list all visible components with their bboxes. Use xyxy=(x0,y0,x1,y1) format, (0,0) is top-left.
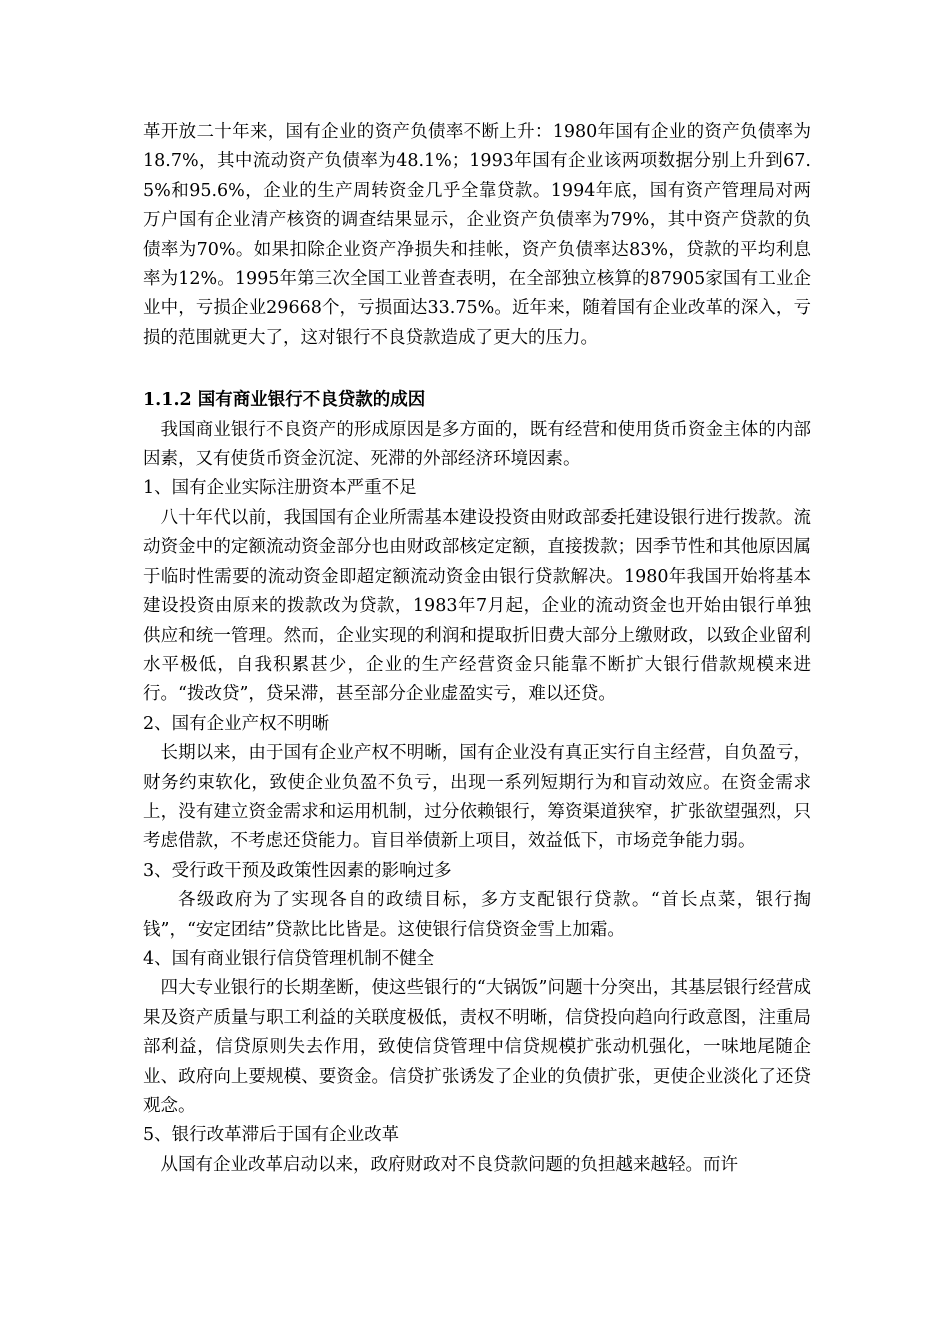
list-item-body-4: 四大专业银行的长期垄断，使这些银行的“大锅饭”问题十分突出，其基层银行经营成果及资产质量与职工利益的关联度极低，责权不明晰，信贷投向趋向行政意图，注重局部利益，信贷原则失去作用，致使信贷管理中信贷规模扩张动机强化，一味地尾随企业、政府向上要规模、要资金。信贷扩张诱发了企业的负债扩张，更使企业淡化了还贷观念。 xyxy=(143,978,811,1116)
list-item-body-5: 从国有企业改革启动以来，政府财政对不良贷款问题的负担越来越轻。而许 xyxy=(160,1154,738,1175)
list-item-title-4: 4、国有商业银行信贷管理机制不健全 xyxy=(143,948,435,969)
list-item-title-3: 3、受行政干预及政策性因素的影响过多 xyxy=(143,860,452,881)
list-item-body-2: 长期以来，由于国有企业产权不明晰，国有企业没有真正实行自主经营，自负盈亏，财务约束软化，致使企业负盈不负亏，出现一系列短期行为和盲动效应。在资金需求上，没有建立资金需求和运用机制，过分依赖银行，筹资渠道狭窄，扩张欲望强烈，只考虑借款，不考虑还贷能力。盲目举债新上项目，效益低下，市场竞争能力弱。 xyxy=(143,743,811,852)
paragraph-debt-ratio: 革开放二十年来，国有企业的资产负债率不断上升：1980年国有企业的资产负债率为18.7%，其中流动资产负债率为48.1%；1993年国有企业该两项数据分别上升到67.5%和95.6%，企业的生产周转资金几乎全靠贷款。1994年底，国有资产管理局对两万户国有企业清产核资的调查结果显示，企业资产负债率为79%，其中资产贷款的负债率为70%。如果扣除企业资产净损失和挂帐，资产负债率达83%，贷款的平均利息率为12%。1995年第三次全国工业普查表明，在全部独立核算的87905家国有工业企业中，亏损企业29668个，亏损面达33.75%。近年来，随着国有企业改革的深入，亏损的范围就更大了，这对银行不良贷款造成了更大的压力。 xyxy=(143,122,811,348)
list-item-body-3: 各级政府为了实现各自的政绩目标，多方支配银行贷款。“首长点菜，银行掏钱”，“安定团结”贷款比比皆是。这使银行信贷资金雪上加霜。 xyxy=(143,890,811,940)
list-item-title-1: 1、国有企业实际注册资本严重不足 xyxy=(143,478,417,499)
document-page xyxy=(143,118,811,1180)
section-heading: 1.1.2 国有商业银行不良贷款的成因 xyxy=(143,390,426,411)
list-item-title-2: 2、国有企业产权不明晰 xyxy=(143,713,330,734)
list-item-body-1: 八十年代以前，我国国有企业所需基本建设投资由财政部委托建设银行进行拨款。流动资金中的定额流动资金部分也由财政部核定定额，直接拨款；因季节性和其他原因属于临时性需要的流动资金即超定额流动资金由银行贷款解决。1980年我国开始将基本建设投资由原来的拨款改为贷款，1983年7月起，企业的流动资金也开始由银行单独供应和统一管理。然而，企业实现的利润和提取折旧费大部分上缴财政，以致企业留利水平极低，自我积累甚少，企业的生产经营资金只能靠不断扩大银行借款规模来进行。“拨改贷”，贷呆滞，甚至部分企业虚盈实亏，难以还贷。 xyxy=(143,507,811,705)
list-item-title-5: 5、银行改革滞后于国有企业改革 xyxy=(143,1125,400,1146)
paragraph-intro: 我国商业银行不良资产的形成原因是多方面的，既有经营和使用货币资金主体的内部因素，又有使货币资金沉淀、死滞的外部经济环境因素。 xyxy=(143,419,811,470)
